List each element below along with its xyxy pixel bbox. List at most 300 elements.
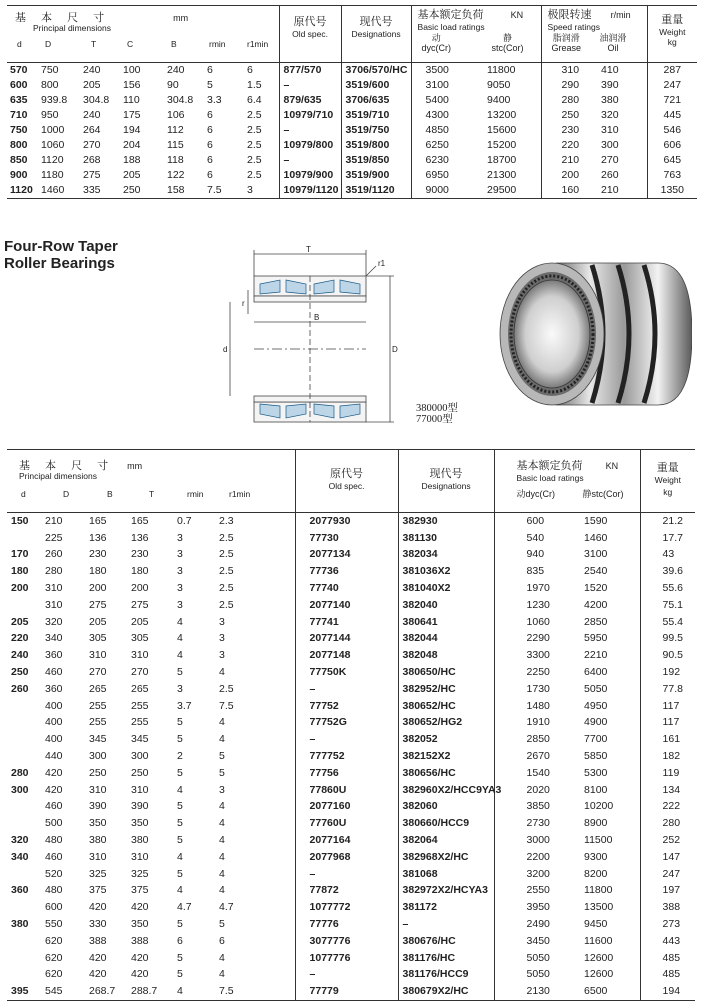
cell-D: 500 — [45, 817, 63, 830]
table-row — [7, 815, 695, 832]
cell-weight: 645 — [647, 153, 697, 168]
table-row — [7, 967, 695, 984]
cell-T: 288.7 — [131, 985, 158, 998]
cell-weight: 43 — [640, 547, 695, 564]
table-row — [7, 78, 697, 93]
cell-cr: 2020 — [494, 782, 576, 799]
table-row — [7, 513, 695, 530]
cell-r1min: 4 — [219, 666, 225, 679]
cell-d — [7, 950, 39, 967]
cell-weight: 1350 — [647, 183, 697, 199]
cell-old: – — [295, 967, 398, 984]
designation-header — [398, 450, 494, 513]
col-r1min: r1min — [229, 489, 251, 499]
cell-des: 380676/HC — [398, 933, 494, 950]
old-spec-cn: 原代号 — [293, 16, 327, 28]
cell-d: 260 — [11, 682, 29, 695]
cell-rmin: 2 — [177, 750, 183, 763]
cell-T: 265 — [131, 682, 149, 695]
cell-rmin: 6 — [207, 154, 213, 166]
cell-cr: 3950 — [494, 899, 576, 916]
cell-cr: 4850 — [411, 123, 473, 138]
cell-d: 250 — [11, 666, 29, 679]
col-B: B — [171, 39, 177, 49]
load-cn: 基本额定负荷 — [516, 460, 583, 472]
cell-rmin: 4 — [177, 850, 183, 863]
cell-d: 170 — [11, 548, 29, 561]
cell-cr: 1910 — [494, 715, 576, 732]
cell-r1min: 4 — [219, 817, 225, 830]
cell-d: 800 — [10, 139, 28, 151]
section-title — [4, 238, 118, 272]
cell-d — [7, 799, 39, 816]
weight-unit: kg — [663, 487, 673, 497]
cell-cor: 6400 — [584, 666, 608, 679]
cell-grease: 230 — [541, 123, 597, 138]
cell-cr: 540 — [494, 530, 576, 547]
cell-D: 360 — [45, 649, 63, 662]
cell-old: 10979/1120 — [279, 183, 341, 199]
cell-des: 382930 — [398, 513, 494, 530]
cell-cor: 13500 — [584, 901, 614, 914]
cell-cr: 1970 — [494, 580, 576, 597]
cell-cor: 1520 — [584, 582, 608, 595]
cell-weight: 39.6 — [640, 563, 695, 580]
cell-rmin: 4 — [177, 783, 183, 796]
cell-des: 382952/HC — [398, 681, 494, 698]
table-row — [7, 547, 695, 564]
cell-cr: 2730 — [494, 815, 576, 832]
cell-rmin: 4 — [177, 632, 183, 645]
cell-r1min: 2.3 — [219, 514, 234, 527]
cell-T: 305 — [131, 632, 149, 645]
cell-oil: 380 — [601, 94, 619, 106]
cell-B: 420 — [89, 968, 107, 981]
cell-des: 380641 — [398, 614, 494, 631]
table-row — [7, 731, 695, 748]
cell-cor: 6500 — [584, 985, 608, 998]
cell-r1min: 6 — [219, 934, 225, 947]
cell-T: 165 — [131, 514, 149, 527]
old-spec-header — [279, 6, 341, 63]
cell-weight: 287 — [647, 63, 697, 79]
cell-D: 1000 — [41, 124, 65, 136]
old-spec-cn: 原代号 — [330, 468, 364, 480]
dims-columns — [19, 487, 295, 501]
cell-cr: 1730 — [494, 681, 576, 698]
cell-old: 10979/710 — [279, 108, 341, 123]
cell-T: 380 — [131, 834, 149, 847]
dims-en-label: Principal dimensions — [19, 471, 97, 481]
cell-T: 270 — [83, 139, 101, 151]
cell-weight: 485 — [640, 967, 695, 984]
cell-des: 380679X2/HC — [398, 983, 494, 1000]
cell-rmin: 3 — [177, 582, 183, 595]
cell-des: 3519/750 — [341, 123, 411, 138]
cell-des: 382968X2/HC — [398, 849, 494, 866]
cell-r1min: 7.5 — [219, 699, 234, 712]
cell-T: 255 — [131, 699, 149, 712]
cell-d: 280 — [11, 766, 29, 779]
cell-cr: 2250 — [494, 664, 576, 681]
cell-T: 304.8 — [83, 94, 110, 106]
table-row — [7, 580, 695, 597]
col-rmin: rmin — [209, 39, 226, 49]
table-row — [7, 631, 695, 648]
cell-rmin: 6 — [207, 169, 213, 181]
table-row — [7, 899, 695, 916]
table-four-row-taper — [7, 449, 695, 1001]
cell-D: 440 — [45, 750, 63, 763]
cell-D: 1060 — [41, 139, 65, 151]
cell-old: 2077930 — [295, 513, 398, 530]
cell-rmin: 6 — [207, 139, 213, 151]
cell-grease: 160 — [541, 183, 597, 199]
col-r1min: r1min — [247, 39, 269, 49]
cell-D: 620 — [45, 951, 63, 964]
cell-rmin: 3.3 — [207, 94, 222, 106]
cell-d: 850 — [10, 154, 28, 166]
old-spec-header — [295, 450, 398, 513]
cell-r1min: 3 — [219, 649, 225, 662]
designation-en: Designations — [421, 481, 471, 491]
cell-T: 390 — [131, 800, 149, 813]
cell-rmin: 3.7 — [177, 699, 192, 712]
cell-r1min: 4 — [219, 834, 225, 847]
cell-D: 310 — [45, 582, 63, 595]
cell-d — [7, 597, 39, 614]
cell-r1min: 4 — [219, 951, 225, 964]
cell-cor: 21300 — [487, 169, 517, 181]
cell-r1min: 5 — [219, 766, 225, 779]
cell-cr: 2200 — [494, 849, 576, 866]
cell-des: 382960X2/HCC9YA3 — [398, 782, 494, 799]
cell-T: 205 — [83, 79, 101, 91]
type-label-380000: 380000型 — [416, 403, 458, 414]
cell-T: 136 — [131, 531, 149, 544]
cell-weight: 17.7 — [640, 530, 695, 547]
cell-old: – — [295, 681, 398, 698]
table-row — [7, 950, 695, 967]
cell-B: 375 — [89, 884, 107, 897]
cell-D: 260 — [45, 548, 63, 561]
table-header — [7, 450, 695, 513]
cell-weight: 606 — [647, 138, 697, 153]
cell-D: 460 — [45, 666, 63, 679]
cell-des: 3706/635 — [341, 93, 411, 108]
cell-old: 10979/800 — [279, 138, 341, 153]
bearing-photo — [496, 257, 692, 411]
cell-d: 900 — [10, 169, 28, 181]
cell-D: 620 — [45, 934, 63, 947]
col-B: B — [107, 489, 113, 499]
cell-rmin: 5 — [177, 817, 183, 830]
cell-weight: 119 — [640, 765, 695, 782]
cell-cor: 4900 — [584, 716, 608, 729]
table-body — [7, 63, 697, 199]
cell-T: 420 — [131, 901, 149, 914]
cell-d: 300 — [11, 783, 29, 796]
cell-r1min: 2.5 — [219, 565, 234, 578]
cell-cor: 5850 — [584, 750, 608, 763]
cell-D: 800 — [41, 79, 59, 91]
cell-cr: 2670 — [494, 748, 576, 765]
dim-label-T: T — [306, 245, 311, 254]
cell-r1min: 1.5 — [247, 79, 262, 91]
load-static: 静 stc(Cor) — [491, 33, 524, 53]
cell-cr: 940 — [494, 547, 576, 564]
cell-D: 1460 — [41, 184, 65, 196]
cell-des: 382048 — [398, 647, 494, 664]
cell-rmin: 4.7 — [177, 901, 192, 914]
cell-B: 265 — [89, 682, 107, 695]
cell-des: 382972X2/HCYA3 — [398, 883, 494, 900]
cell-cr: 1230 — [494, 597, 576, 614]
cell-rmin: 3 — [177, 682, 183, 695]
load-dynamic: 动 dyc(Cr) — [421, 33, 452, 53]
cell-T: 375 — [131, 884, 149, 897]
cell-d: 570 — [10, 64, 28, 76]
cell-B: 305 — [89, 632, 107, 645]
cell-r1min: 5 — [219, 918, 225, 931]
cell-d — [7, 866, 39, 883]
cell-rmin: 5 — [177, 918, 183, 931]
cell-C: 175 — [123, 109, 141, 121]
dims-en-label: Principal dimensions — [33, 23, 111, 33]
cell-old: 77736 — [295, 563, 398, 580]
cell-d — [7, 899, 39, 916]
cell-rmin: 3 — [177, 565, 183, 578]
table-row — [7, 681, 695, 698]
cell-des: 382052 — [398, 731, 494, 748]
cell-B: 388 — [89, 934, 107, 947]
cell-oil: 390 — [601, 79, 619, 91]
table-body — [7, 513, 695, 1001]
cell-C: 205 — [123, 169, 141, 181]
cell-T: 205 — [131, 615, 149, 628]
cell-rmin: 5 — [177, 800, 183, 813]
cell-C: 204 — [123, 139, 141, 151]
cell-r1min: 3 — [247, 184, 253, 196]
speed-ratings-header — [541, 6, 647, 63]
cell-des: 3519/900 — [341, 168, 411, 183]
table-row — [7, 883, 695, 900]
cell-D: 225 — [45, 531, 63, 544]
table-row — [7, 108, 697, 123]
cell-cor: 8200 — [584, 867, 608, 880]
cell-T: 310 — [131, 783, 149, 796]
cell-cor: 9300 — [584, 850, 608, 863]
cell-rmin: 5 — [177, 733, 183, 746]
cell-T: 325 — [131, 867, 149, 880]
dim-label-d: d — [223, 345, 228, 354]
col-d: d — [17, 39, 22, 49]
weight-header — [647, 6, 697, 63]
cell-des: 380652/HC — [398, 698, 494, 715]
cell-cor: 2210 — [584, 649, 608, 662]
table-row — [7, 647, 695, 664]
cell-d: 635 — [10, 94, 28, 106]
cell-B: 106 — [167, 109, 185, 121]
cell-rmin: 5 — [177, 716, 183, 729]
cell-cor: 12600 — [584, 968, 614, 981]
principal-dimensions-header — [7, 450, 295, 513]
cell-D: 480 — [45, 884, 63, 897]
cell-cor: 15200 — [487, 139, 517, 151]
cell-B: 180 — [89, 565, 107, 578]
cell-B: 90 — [167, 79, 179, 91]
table-row — [7, 698, 695, 715]
cell-cor: 4950 — [584, 699, 608, 712]
table-row — [7, 597, 695, 614]
cell-weight: 21.2 — [640, 513, 695, 530]
cell-B: 304.8 — [167, 94, 194, 106]
cell-d: 220 — [11, 632, 29, 645]
cell-B: 420 — [89, 901, 107, 914]
table-row — [7, 614, 695, 631]
cell-des: 382034 — [398, 547, 494, 564]
cell-des: 381068 — [398, 866, 494, 883]
cell-old: – — [279, 153, 341, 168]
cell-d — [7, 748, 39, 765]
cell-old: 3077776 — [295, 933, 398, 950]
table-row — [7, 799, 695, 816]
cell-r1min: 4 — [219, 733, 225, 746]
cell-r1min: 2.5 — [219, 598, 234, 611]
cell-T: 240 — [83, 109, 101, 121]
cell-B: 158 — [167, 184, 185, 196]
cell-B: 420 — [89, 951, 107, 964]
cell-D: 520 — [45, 867, 63, 880]
cell-cr: 4300 — [411, 108, 473, 123]
dims-unit-label: mm — [127, 461, 143, 471]
col-rmin: rmin — [187, 489, 204, 499]
cell-old: 77752G — [295, 715, 398, 732]
cell-grease: 310 — [541, 63, 597, 79]
cell-cor: 18700 — [487, 154, 517, 166]
cell-B: 310 — [89, 850, 107, 863]
cell-weight: 192 — [640, 664, 695, 681]
cell-cor: 5050 — [584, 682, 608, 695]
cell-d — [7, 715, 39, 732]
cell-des: 382064 — [398, 832, 494, 849]
table-row — [7, 782, 695, 799]
cell-des: 3519/600 — [341, 78, 411, 93]
cell-des: 381176/HC — [398, 950, 494, 967]
cell-D: 545 — [45, 985, 63, 998]
cell-D: 950 — [41, 109, 59, 121]
cell-weight: 194 — [640, 983, 695, 1000]
cell-D: 320 — [45, 615, 63, 628]
cell-des: 381040X2 — [398, 580, 494, 597]
cell-B: 136 — [89, 531, 107, 544]
cell-d: 240 — [11, 649, 29, 662]
cell-cr: 3500 — [411, 63, 473, 79]
cell-cr: 5050 — [494, 967, 576, 984]
col-C: C — [127, 39, 134, 49]
cell-D: 400 — [45, 699, 63, 712]
cell-rmin: 3 — [177, 531, 183, 544]
cell-old: 77730 — [295, 530, 398, 547]
cell-old: 877/570 — [279, 63, 341, 79]
load-en: Basic load ratings — [516, 473, 584, 483]
cell-D: 400 — [45, 733, 63, 746]
cell-d: 380 — [11, 918, 29, 931]
cell-cr: 1480 — [494, 698, 576, 715]
cell-cr: 1060 — [494, 614, 576, 631]
cell-oil: 270 — [601, 154, 619, 166]
dim-label-B: B — [314, 313, 320, 322]
dims-columns — [15, 37, 279, 51]
table-row — [7, 530, 695, 547]
dim-label-r: r — [242, 299, 245, 308]
cell-d — [7, 933, 39, 950]
cell-weight: 90.5 — [640, 647, 695, 664]
cell-old: – — [295, 866, 398, 883]
cell-r1min: 2.5 — [219, 548, 234, 561]
col-D: D — [63, 489, 70, 499]
cell-oil: 410 — [601, 64, 619, 76]
cell-cr: 3450 — [494, 933, 576, 950]
cell-cor: 11600 — [584, 934, 613, 947]
cell-r1min: 4 — [219, 867, 225, 880]
cell-grease: 290 — [541, 78, 597, 93]
cell-B: 330 — [89, 918, 107, 931]
cell-d: 200 — [11, 582, 29, 595]
cell-cr: 1540 — [494, 765, 576, 782]
cell-des: 382152X2 — [398, 748, 494, 765]
cell-weight: 247 — [640, 866, 695, 883]
cell-B: 275 — [89, 598, 107, 611]
table-row — [7, 832, 695, 849]
cell-des: 382044 — [398, 631, 494, 648]
cell-r1min: 2.5 — [219, 582, 234, 595]
designation-cn: 现代号 — [359, 16, 393, 28]
cell-r1min: 3 — [219, 632, 225, 645]
cell-cr: 6250 — [411, 138, 473, 153]
cell-old: 77750K — [295, 664, 398, 681]
cell-r1min: 2.5 — [219, 531, 234, 544]
cell-weight: 763 — [647, 168, 697, 183]
cell-old: 1077772 — [295, 899, 398, 916]
cell-d — [7, 731, 39, 748]
cell-rmin: 6 — [207, 64, 213, 76]
load-ratings-header — [494, 450, 640, 513]
cell-grease: 220 — [541, 138, 597, 153]
cell-T: 275 — [83, 169, 101, 181]
table-row — [7, 123, 697, 138]
cell-T: 180 — [131, 565, 149, 578]
cell-old: 1077776 — [295, 950, 398, 967]
cell-cor: 4200 — [584, 598, 608, 611]
cell-rmin: 5 — [177, 766, 183, 779]
table-row — [7, 715, 695, 732]
cell-rmin: 0.7 — [177, 514, 192, 527]
cell-D: 600 — [45, 901, 63, 914]
cell-r1min: 7.5 — [219, 985, 234, 998]
cell-d: 205 — [11, 615, 29, 628]
cell-cor: 11800 — [487, 64, 516, 76]
cell-cor: 11500 — [584, 834, 613, 847]
cell-old: 879/635 — [279, 93, 341, 108]
cell-weight: 117 — [640, 715, 695, 732]
cell-r1min: 4 — [219, 850, 225, 863]
cell-d: 360 — [11, 884, 29, 897]
cell-rmin: 6 — [207, 109, 213, 121]
cell-weight: 280 — [640, 815, 695, 832]
cell-B: 122 — [167, 169, 185, 181]
col-d: d — [21, 489, 26, 499]
